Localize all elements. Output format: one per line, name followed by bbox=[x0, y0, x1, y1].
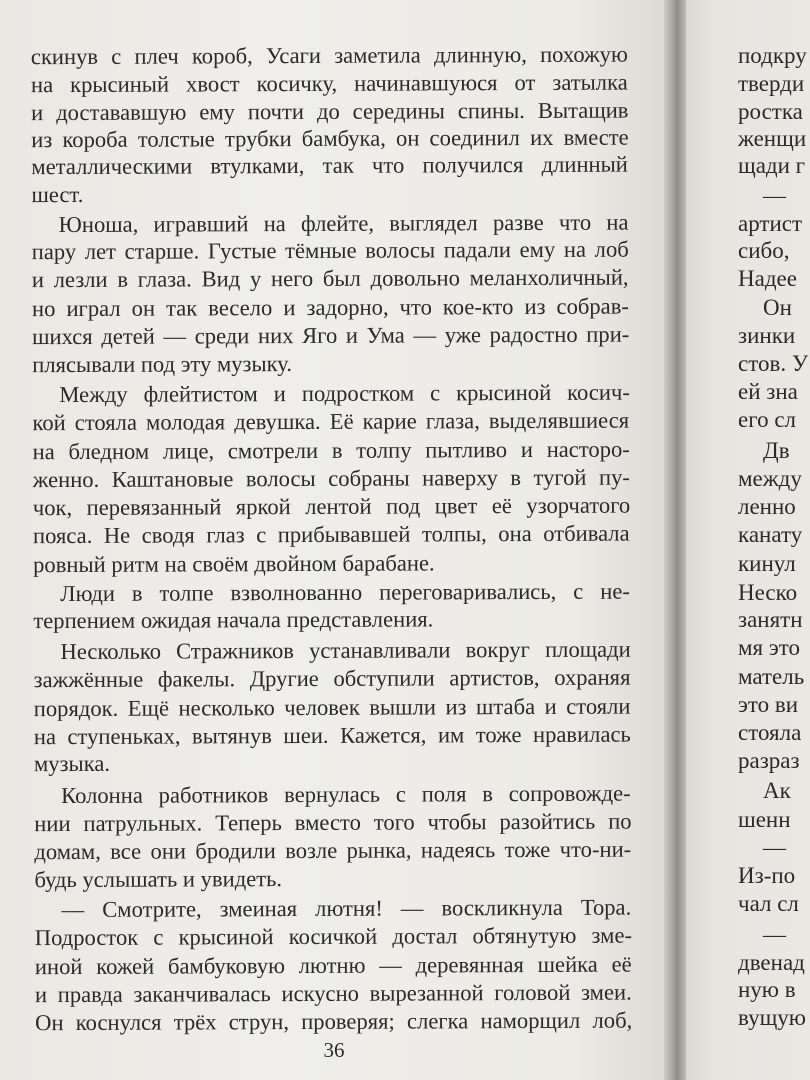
text-line: Неско bbox=[738, 580, 798, 605]
text-line: щади г bbox=[738, 153, 806, 178]
text-line: матель bbox=[738, 664, 805, 689]
text-line: разраз bbox=[738, 748, 800, 773]
text-line: Колонна работников вернулась с поля в сопровожде- bbox=[61, 780, 631, 809]
text-line: скинув с плеч короб, Усаги заметила длинную, похожую bbox=[30, 41, 628, 70]
text-line: кинул bbox=[738, 551, 796, 576]
text-line: Из-по bbox=[738, 863, 796, 888]
text-line: артист bbox=[738, 211, 803, 236]
text-line: шенн bbox=[738, 807, 791, 832]
text-line: пояса. Не сводя глаз с прибывавшей толпы, она отбивала bbox=[32, 520, 630, 549]
text-line: и лезли в глаза. Вид у него был довольно меланхоличный, bbox=[31, 264, 629, 293]
text-line: музыка. bbox=[33, 750, 111, 777]
text-line: нии патрульных. Теперь вместо того чтобы разойтись по bbox=[34, 808, 632, 837]
text-line: занятн bbox=[738, 607, 803, 632]
text-line: — bbox=[763, 183, 786, 208]
text-line: кой стояла молодая девушка. Её карие глаза, выделявшиеся bbox=[32, 407, 630, 436]
text-line: чок, перевязанный яркой лентой под цвет её узорчатого bbox=[32, 492, 631, 521]
book-gutter bbox=[664, 0, 688, 1080]
text-line: Юноша, игравший на флейте, выглядел разве что на bbox=[58, 209, 629, 238]
text-line: иной кожей бамбуковую лютню — деревянная шейка её bbox=[34, 951, 632, 980]
text-line: порядок. Ещё несколько человек вышли из штаба и стояли bbox=[33, 693, 631, 722]
text-line: плясывали под эту музыку. bbox=[32, 351, 293, 378]
text-line: двенад bbox=[738, 950, 805, 975]
text-line: домам, все они бродили возле рынка, надеясь тоже что-ни- bbox=[34, 836, 632, 865]
text-line: и достававшую ему почти до середины спины. Вытащив bbox=[31, 97, 629, 126]
text-line: пару лет старше. Густые тёмные волосы падали ему на лоб bbox=[31, 236, 629, 265]
right-page bbox=[686, 0, 810, 1080]
text-line: канату bbox=[738, 522, 803, 547]
text-line: Между флейтистом и подростком с крысиной косич- bbox=[59, 379, 630, 408]
text-line: ростка bbox=[738, 99, 803, 124]
text-line: зажжённые факелы. Другие обступили артистов, охраняя bbox=[33, 664, 631, 693]
text-line: на ступеньках, вытянув шеи. Кажется, им тоже нравилась bbox=[33, 721, 631, 750]
text-line: но играл он так весело и задорно, что кое-кто из собрав- bbox=[31, 293, 629, 322]
text-line: из короба толстые трубки бамбука, он соединил их вместе bbox=[31, 124, 629, 153]
text-line: — Смотрите, змеиная лютня! — воскликнула Тора. bbox=[61, 894, 632, 923]
text-line: чал сл bbox=[738, 891, 799, 916]
text-line: ную в bbox=[738, 977, 796, 1002]
text-line: Несколько Стражников устанавливали вокруг площади bbox=[60, 636, 631, 665]
text-line: ей зна bbox=[738, 379, 798, 404]
text-line: шихся детей — среди них Яго и Ума — уже радостно при- bbox=[32, 321, 630, 350]
text-line: Ак bbox=[763, 778, 791, 803]
text-line: ленно bbox=[738, 494, 796, 519]
text-line: между bbox=[738, 466, 802, 491]
text-line: ровный ритм на своём двойном барабане. bbox=[33, 550, 435, 578]
text-line: сибо, bbox=[738, 238, 790, 263]
text-line: стов. У bbox=[738, 351, 809, 376]
page-number: 36 bbox=[323, 1038, 345, 1062]
text-line: Он коснулся трёх струн, проверяя; слегка наморщил лоб, bbox=[35, 1007, 633, 1036]
text-line: его сл bbox=[738, 407, 797, 432]
text-line: металлическими втулками, так что получился длинный bbox=[31, 151, 628, 180]
text-line: зинки bbox=[738, 323, 796, 348]
text-line: шест. bbox=[31, 181, 84, 208]
text-line: женщи bbox=[738, 126, 807, 151]
text-line: Дв bbox=[763, 438, 790, 463]
text-line: будь услышать и увидеть. bbox=[34, 866, 283, 893]
text-line: Он bbox=[763, 295, 792, 320]
text-line: Люди в толпе взволнованно переговаривались, с не- bbox=[60, 578, 630, 607]
text-line: терпением ожидая начала представления. bbox=[33, 606, 434, 634]
text-line: Подросток с крысиной косичкой достал обтянутую зме- bbox=[34, 922, 633, 951]
right-page-text bbox=[686, 0, 810, 1080]
text-line: — bbox=[763, 835, 786, 860]
text-line: стояла bbox=[738, 720, 802, 745]
text-line: и правда заканчивалась искусно вырезанной головой змеи. bbox=[34, 979, 632, 1008]
text-line: это ви bbox=[738, 692, 799, 717]
text-line: тверди bbox=[738, 71, 805, 96]
text-line: Надее bbox=[738, 266, 797, 291]
text-line: женно. Каштановые волосы собраны наверху в тугой пу- bbox=[32, 464, 630, 493]
text-line: вущую bbox=[738, 1005, 806, 1030]
text-line: мя это bbox=[738, 635, 801, 660]
text-line: подкру bbox=[738, 43, 807, 68]
text-line: на бледном лице, смотрели в толпу пытливо и насторо- bbox=[32, 436, 630, 465]
text-line: — bbox=[763, 922, 786, 947]
text-line: на крысиный хвост косичку, начинавшуюся от затылка bbox=[30, 69, 628, 98]
